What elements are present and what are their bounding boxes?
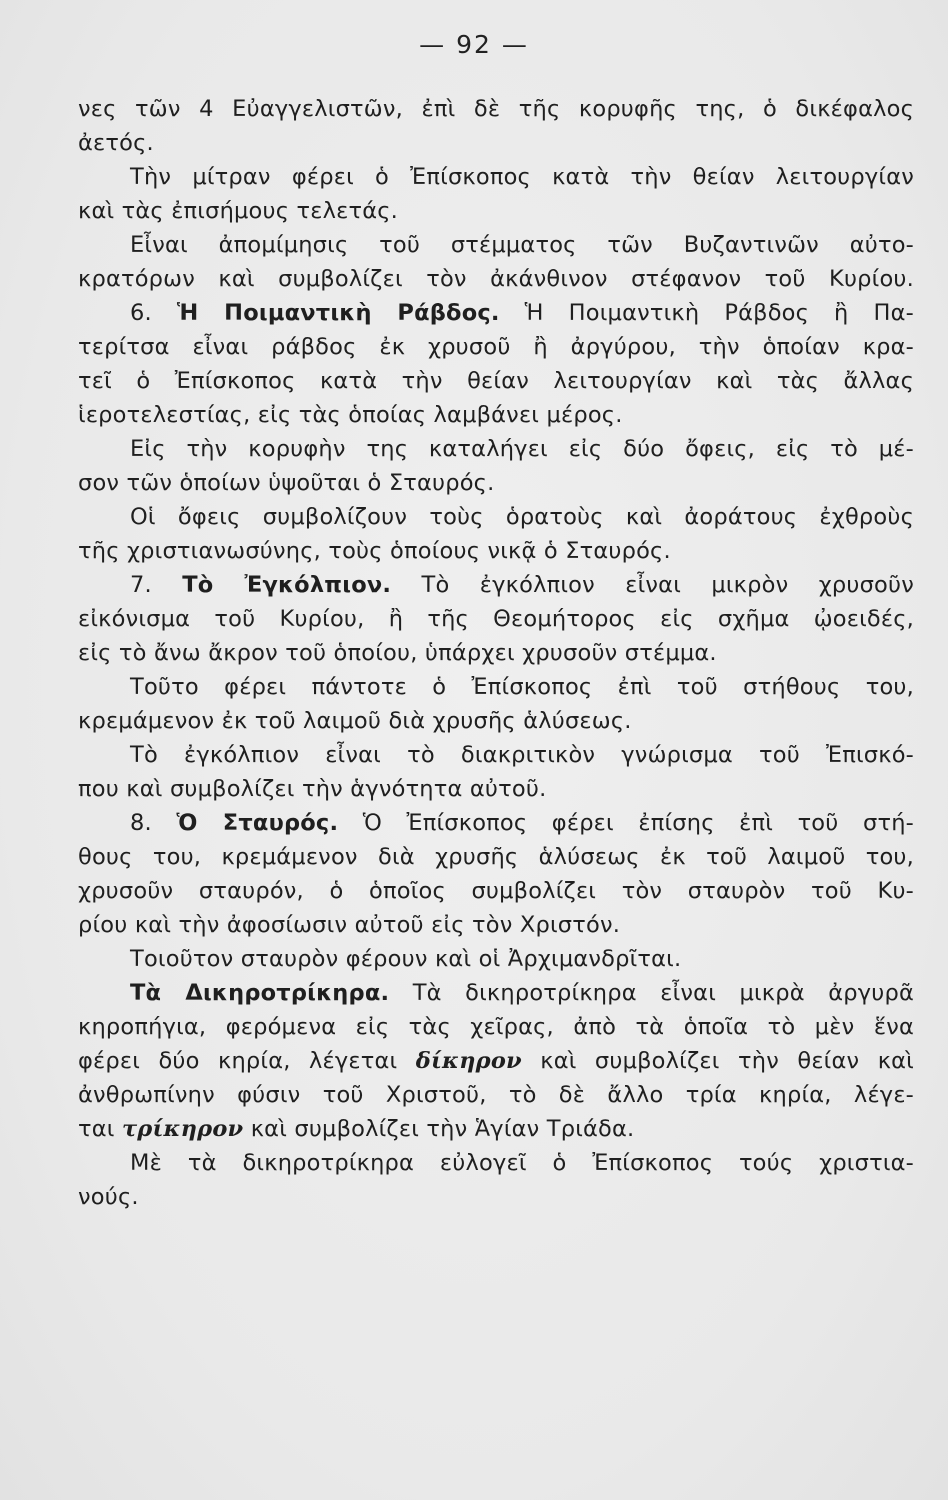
- text-line: κρατόρων καὶ συμβολίζει τὸν ἀκάνθινον στέφανον τοῦ Κυρίου.: [78, 266, 914, 292]
- text-line: ται τρίκηρον καὶ συμβολίζει τὴν Ἁγίαν Τριάδα.: [78, 1116, 635, 1142]
- section-heading-line: 8. Ὁ Σταυρός. Ὁ Ἐπίσκοπος φέρει ἐπίσης ἐπὶ τοῦ στή-: [130, 810, 914, 836]
- text-line: τεῖ ὁ Ἐπίσκοπος κατὰ τὴν θείαν λειτουργίαν καὶ τὰς ἄλλας: [78, 368, 914, 394]
- text-line: νες τῶν 4 Εὐαγγελιστῶν, ἐπὶ δὲ τῆς κορυφῆς της, ὁ δικέφαλος: [78, 96, 914, 122]
- section-heading: Τὰ Δικηροτρίκηρα.: [130, 980, 390, 1006]
- text-line: ἱεροτελεστίας, εἰς τὰς ὁποίας λαμβάνει μέρος.: [78, 402, 623, 428]
- text-line: Τὸ ἐγκόλπιον εἶναι τὸ διακριτικὸν γνώρισμα τοῦ Ἐπισκό-: [130, 742, 914, 768]
- text-line: ἀνθρωπίνην φύσιν τοῦ Χριστοῦ, τὸ δὲ ἄλλο τρία κηρία, λέγε-: [78, 1082, 914, 1108]
- text-line: φέρει δύο κηρία, λέγεται δίκηρον καὶ συμβολίζει τὴν θείαν καὶ: [78, 1048, 914, 1074]
- section-heading-line: 6. Ἡ Ποιμαντικὴ Ράβδος. Ἡ Ποιμαντικὴ Ράβδος ἢ Πα-: [130, 300, 914, 326]
- text-line: νούς.: [78, 1184, 139, 1210]
- section-heading: Τὸ Ἐγκόλπιον.: [182, 572, 392, 598]
- text-line: Οἱ ὄφεις συμβολίζουν τοὺς ὁρατοὺς καὶ ἀοράτους ἐχθροὺς: [130, 504, 914, 530]
- text-line: κηροπήγια, φερόμενα εἰς τὰς χεῖρας, ἀπὸ τὰ ὁποῖα τὸ μὲν ἕνα: [78, 1014, 914, 1040]
- page-number: — 92 —: [419, 30, 529, 59]
- body-text: [78, 92, 914, 1214]
- text-line: εἰς τὸ ἄνω ἄκρον τοῦ ὁποίου, ὑπάρχει χρυσοῦν στέμμα.: [78, 640, 717, 666]
- text-line: Τὴν μίτραν φέρει ὁ Ἐπίσκοπος κατὰ τὴν θείαν λειτουργίαν: [130, 164, 914, 190]
- section-heading: Ἡ Ποιμαντικὴ Ράβδος.: [176, 300, 500, 326]
- text-line: Τοῦτο φέρει πάντοτε ὁ Ἐπίσκοπος ἐπὶ τοῦ στήθους του,: [130, 674, 914, 700]
- text-line: σον τῶν ὁποίων ὑψοῦται ὁ Σταυρός.: [78, 470, 495, 496]
- text-line: θους του, κρεμάμενον διὰ χρυσῆς ἁλύσεως ἐκ τοῦ λαιμοῦ του,: [78, 844, 914, 870]
- text-line: κρεμάμενον ἐκ τοῦ λαιμοῦ διὰ χρυσῆς ἁλύσεως.: [78, 708, 632, 734]
- text-line: Εἰς τὴν κορυφὴν της καταλήγει εἰς δύο ὄφεις, εἰς τὸ μέ-: [130, 436, 914, 462]
- text-line: ἀετός.: [78, 130, 154, 156]
- section-heading-line: Τὰ Δικηροτρίκηρα. Τὰ δικηροτρίκηρα εἶναι μικρὰ ἀργυρᾶ: [130, 980, 914, 1006]
- text-line: που καὶ συμβολίζει τὴν ἁγνότητα αὐτοῦ.: [78, 776, 547, 802]
- text-line: χρυσοῦν σταυρόν, ὁ ὁποῖος συμβολίζει τὸν σταυρὸν τοῦ Κυ-: [78, 878, 914, 904]
- section-heading-line: 7. Τὸ Ἐγκόλπιον. Τὸ ἐγκόλπιον εἶναι μικρὸν χρυσοῦν: [130, 572, 915, 598]
- text-line: τερίτσα εἶναι ράβδος ἐκ χρυσοῦ ἢ ἀργύρου, τὴν ὁποίαν κρα-: [78, 334, 914, 360]
- italic-term: δίκηρον: [415, 1048, 522, 1074]
- text-line: Τοιοῦτον σταυρὸν φέρουν καὶ οἱ Ἀρχιμανδρῖται.: [130, 946, 682, 972]
- text-line: τῆς χριστιανωσύνης, τοὺς ὁποίους νικᾷ ὁ Σταυρός.: [78, 538, 671, 564]
- text-line: καὶ τὰς ἐπισήμους τελετάς.: [78, 198, 399, 224]
- text-line: Εἶναι ἀπομίμησις τοῦ στέμματος τῶν Βυζαντινῶν αὐτο-: [130, 232, 914, 258]
- section-heading: Ὁ Σταυρός.: [176, 810, 339, 836]
- italic-term: τρίκηρον: [121, 1116, 244, 1142]
- text-line: εἰκόνισμα τοῦ Κυρίου, ἢ τῆς Θεομήτορος εἰς σχῆμα ᾠοειδές,: [78, 606, 914, 632]
- text-line: Μὲ τὰ δικηροτρίκηρα εὐλογεῖ ὁ Ἐπίσκοπος τούς χριστια-: [130, 1150, 914, 1176]
- text-line: ρίου καὶ τὴν ἀφοσίωσιν αὐτοῦ εἰς τὸν Χριστόν.: [78, 912, 621, 938]
